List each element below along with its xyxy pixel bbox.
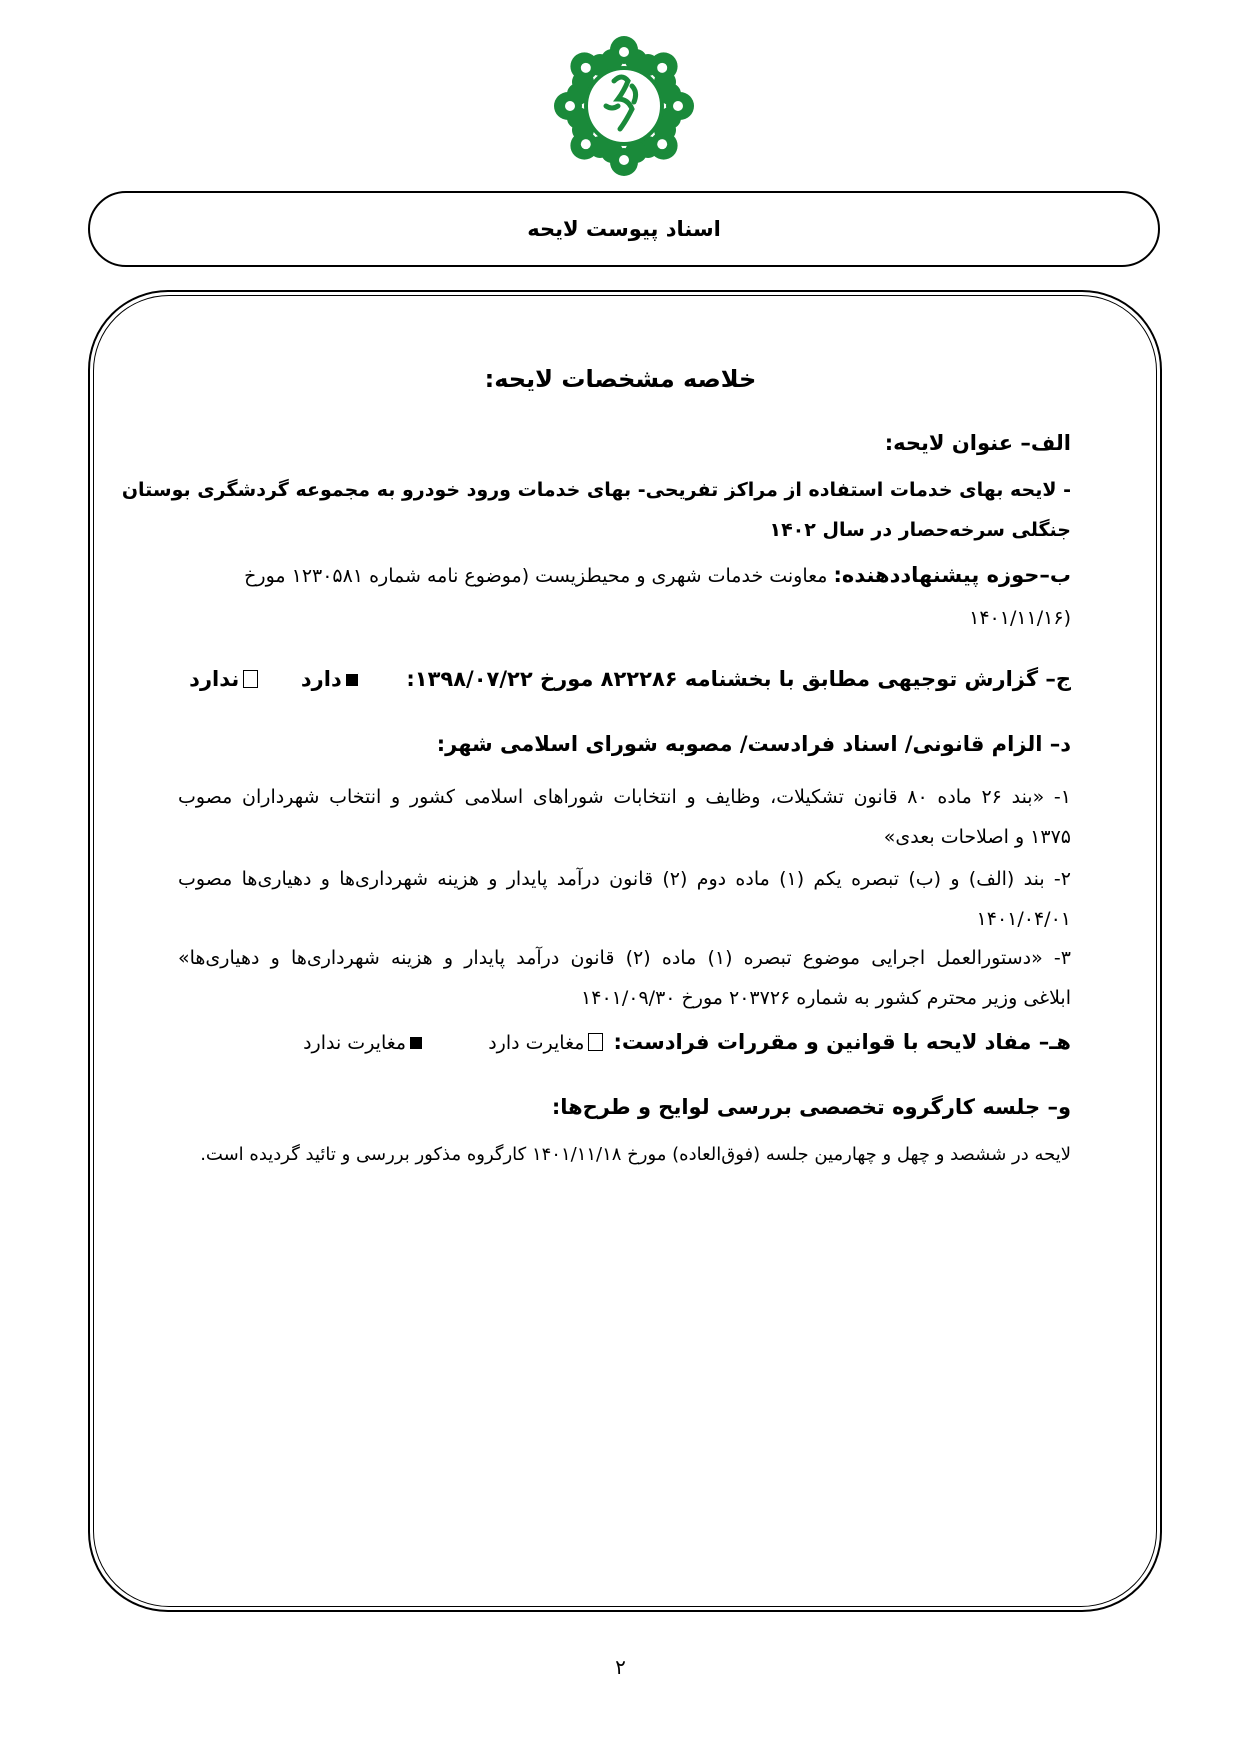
section-he bbox=[178, 1029, 1071, 1056]
legal-item-2-line-2: ۱۴۰۱/۰۴/۰۱ bbox=[976, 908, 1071, 930]
legal-item-3-line-2: ابلاغی وزیر محترم کشور به شماره ۲۰۳۷۲۶ مورخ ۱۴۰۱/۰۹/۳۰ bbox=[581, 987, 1071, 1009]
section-he-label: هـ– مفاد لایحه با قوانین و مقررات فرادست: bbox=[613, 1030, 1071, 1054]
option-has-report: دارد bbox=[300, 667, 342, 691]
section-vav-label: و– جلسه کارگروه تخصصی بررسی لوایح و طرح‌ها: bbox=[551, 1095, 1071, 1119]
tehran-city-council-logo bbox=[549, 30, 699, 182]
legal-item-1-line-2: ۱۳۷۵ و اصلاحات بعدی» bbox=[883, 826, 1071, 848]
attachment-documents-title: اسناد پیوست لایحه bbox=[88, 191, 1160, 267]
section-be bbox=[178, 562, 1071, 589]
proposer-text: معاونت خدمات شهری و محیطزیست (موضوع نامه شماره ۱۲۳۰۵۸۱ مورخ bbox=[244, 565, 834, 587]
checkbox-no-conflict-checked[interactable] bbox=[410, 1037, 422, 1049]
bill-title-line-1: - لایحه بهای خدمات استفاده از مراکز تفریحی- بهای خدمات ورود خودرو به مجموعه گردشگری بوستان bbox=[121, 479, 1071, 501]
checkbox-has-report-checked[interactable] bbox=[346, 674, 358, 686]
option-conflict: مغایرت دارد bbox=[488, 1032, 585, 1054]
legal-item-3-line-1: ۳- «دستورالعمل اجرایی موضوع تبصره (۱) ماده (۲) قانون درآمد پایدار و هزینه شهرداری‌ها و دهیاری‌ها» bbox=[178, 947, 1071, 969]
section-alef-label: الف– عنوان لایحه: bbox=[884, 431, 1071, 455]
section-dal-label: د– الزام قانونی/ اسناد فرادست/ مصوبه شورای اسلامی شهر: bbox=[436, 732, 1071, 756]
legal-item-1-line-1: ۱- «بند ۲۶ ماده ۸۰ قانون تشکیلات، وظایف و انتخابات شوراهای اسلامی کشور و انتخاب شهرداران مصوب bbox=[178, 786, 1071, 808]
section-jim bbox=[178, 666, 1071, 692]
proposer-date: (۱۴۰۱/۱۱/۱۶ bbox=[969, 607, 1071, 629]
checkbox-no-report[interactable] bbox=[243, 670, 258, 688]
option-no-report: ندارد bbox=[189, 667, 240, 691]
page-number: ۲ bbox=[615, 1655, 626, 1679]
summary-heading: خلاصه مشخصات لایحه: bbox=[484, 365, 757, 393]
checkbox-conflict[interactable] bbox=[588, 1033, 603, 1051]
working-group-text: لایحه در ششصد و چهل و چهارمین جلسه (فوق‌العاده) مورخ ۱۴۰۱/۱۱/۱۸ کارگروه مذکور بررسی و تائید گردیده است. bbox=[200, 1144, 1071, 1165]
section-jim-label: ج– گزارش توجیهی مطابق با بخشنامه ۸۲۲۲۸۶ مورخ ۱۳۹۸/۰۷/۲۲: bbox=[406, 667, 1071, 691]
legal-item-2-line-1: ۲- بند (الف) و (ب) تبصره یکم (۱) ماده دوم (۲) قانون درآمد پایدار و هزینه شهرداری‌ها و دهیاری‌ها مصوب bbox=[178, 868, 1071, 890]
bill-title-line-2: جنگلی سرخه‌حصار در سال ۱۴۰۲ bbox=[769, 519, 1071, 541]
option-no-conflict: مغایرت ندارد bbox=[303, 1032, 407, 1054]
section-be-label: ب–حوزه پیشنهاددهنده: bbox=[833, 563, 1071, 587]
